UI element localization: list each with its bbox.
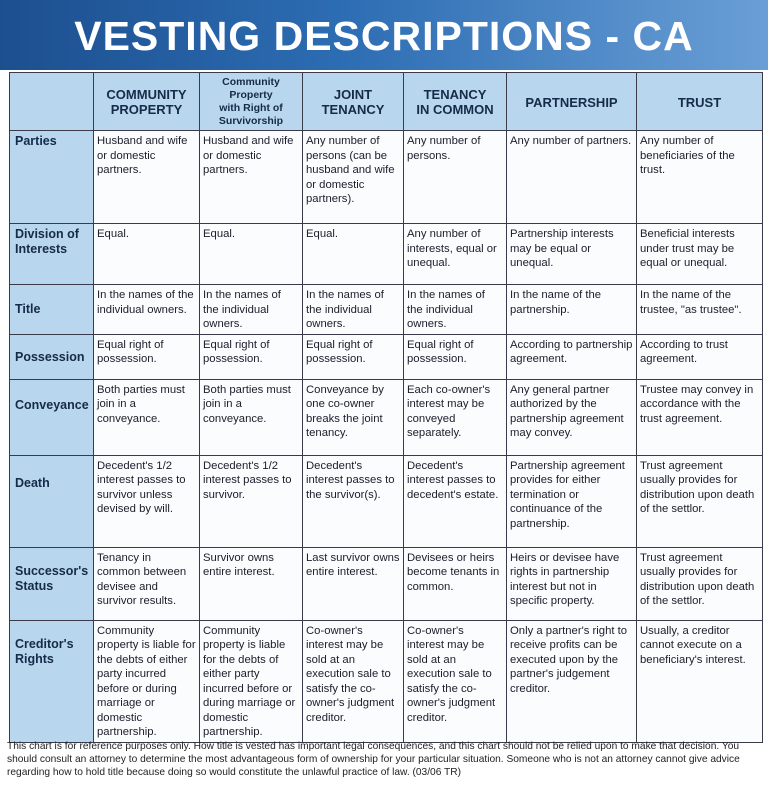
table-cell: Any general partner authorized by the partnership agreement may convey.	[507, 379, 637, 455]
column-header-line: JOINT	[333, 87, 373, 102]
table-cell: Community property is liable for the debts of either party incurred before or during marriage or domestic partnership.	[200, 620, 303, 742]
table-row-parties	[10, 131, 763, 224]
table-cell: Equal right of possession.	[303, 334, 404, 379]
row-header-conveyance: Conveyance	[10, 379, 94, 455]
disclaimer-text: This chart is for reference purposes only. How title is vested has important legal consequences, and this chart should not be relied upon to make that decision. You should consult an attorney to determine the most advantageous form of ownership for your particular situation. Someone who is not an attorney cannot give advice regarding how to hold title because doing so would constitute the unlawful practice of law. (03/06 TR)	[7, 741, 740, 778]
column-header-community-property	[94, 73, 200, 131]
table-cell: According to trust agreement.	[637, 334, 763, 379]
table-row-death	[10, 455, 763, 547]
row-header-creditors-rights: Creditor's Rights	[10, 620, 94, 742]
table-cell: Tenancy in common between devisee and survivor results.	[94, 547, 200, 620]
column-header-line: IN COMMON	[416, 102, 494, 117]
column-header-community-property-survivorship	[200, 73, 303, 131]
column-header-line: TENANCY	[321, 102, 385, 117]
table-cell: Only a partner's right to receive profits can be executed upon by the partner's judgement creditor.	[507, 620, 637, 742]
row-header-death: Death	[10, 455, 94, 547]
table-cell: Equal right of possession.	[200, 334, 303, 379]
table-cell: In the names of the individual owners.	[303, 285, 404, 335]
table-cell: Beneficial interests under trust may be equal or unequal.	[637, 224, 763, 285]
column-header-partnership	[507, 73, 637, 131]
column-header-tenancy-in-common	[404, 73, 507, 131]
page-title: VESTING DESCRIPTIONS - CA	[74, 13, 694, 59]
row-header-successors-status: Successor's Status	[10, 547, 94, 620]
table-cell: Decedent's interest passes to the survivor(s).	[303, 455, 404, 547]
table-cell: Trustee may convey in accordance with the trust agreement.	[637, 379, 763, 455]
table-cell: Devisees or heirs become tenants in common.	[404, 547, 507, 620]
table-cell: Any number of beneficiaries of the trust.	[637, 131, 763, 224]
table-cell: Last survivor owns entire interest.	[303, 547, 404, 620]
table-cell: Decedent's interest passes to decedent's estate.	[404, 455, 507, 547]
table-cell: According to partnership agreement.	[507, 334, 637, 379]
row-header-division-of-interests: Division of Interests	[10, 224, 94, 285]
table-cell: Survivor owns entire interest.	[200, 547, 303, 620]
table-cell: Usually, a creditor cannot execute on a beneficiary's interest.	[637, 620, 763, 742]
table-row-possession	[10, 334, 763, 379]
table-cell: Community property is liable for the debts of either party incurred before or during marriage or domestic partnership.	[94, 620, 200, 742]
column-header-trust	[637, 73, 763, 131]
title-banner	[0, 0, 768, 70]
table-cell: Trust agreement usually provides for distribution upon death of the settlor.	[637, 455, 763, 547]
table-cell: Equal right of possession.	[94, 334, 200, 379]
column-header-line: COMMUNITY	[106, 87, 187, 102]
table-cell: In the names of the individual owners.	[94, 285, 200, 335]
table-row-creditors-rights	[10, 620, 763, 742]
table-cell: Any number of interests, equal or unequal.	[404, 224, 507, 285]
column-header-line: TRUST	[677, 94, 722, 110]
table-cell: Husband and wife or domestic partners.	[200, 131, 303, 224]
table-row-conveyance	[10, 379, 763, 455]
corner-cell	[10, 73, 94, 131]
table-cell: Equal.	[94, 224, 200, 285]
table-cell: In the names of the individual owners.	[200, 285, 303, 335]
column-header-line: PROPERTY	[110, 102, 183, 117]
table-cell: Both parties must join in a conveyance.	[94, 379, 200, 455]
table-cell: In the name of the trustee, "as trustee".	[637, 285, 763, 335]
row-header-parties: Parties	[10, 131, 94, 224]
table-cell: Any number of persons.	[404, 131, 507, 224]
column-header-line: with Right of	[219, 102, 283, 114]
column-header-line: Survivorship	[218, 115, 284, 127]
column-header-joint-tenancy	[303, 73, 404, 131]
table-cell: Equal.	[303, 224, 404, 285]
table-cell: Husband and wife or domestic partners.	[94, 131, 200, 224]
column-header-line: TENANCY	[423, 87, 487, 102]
table-row-successors-status	[10, 547, 763, 620]
table-cell: Any number of persons (can be husband and wife or domestic partners).	[303, 131, 404, 224]
table-cell: Decedent's 1/2 interest passes to survivor unless devised by will.	[94, 455, 200, 547]
column-header-line: Community Property	[222, 76, 280, 101]
table-cell: Decedent's 1/2 interest passes to survivor.	[200, 455, 303, 547]
row-header-title: Title	[10, 285, 94, 335]
table-cell: Partnership agreement provides for either termination or continuance of the partnership.	[507, 455, 637, 547]
table-cell: Partnership interests may be equal or unequal.	[507, 224, 637, 285]
table-cell: Heirs or devisee have rights in partnership interest but not in specific property.	[507, 547, 637, 620]
table-cell: Equal right of possession.	[404, 334, 507, 379]
table-cell: Equal.	[200, 224, 303, 285]
table-cell: Co-owner's interest may be sold at an execution sale to satisfy the co-owner's judgment creditor.	[404, 620, 507, 742]
table-cell: Conveyance by one co-owner breaks the joint tenancy.	[303, 379, 404, 455]
vesting-table-container	[9, 72, 762, 743]
vesting-table	[9, 72, 763, 743]
table-row-division-of-interests	[10, 224, 763, 285]
table-cell: Each co-owner's interest may be conveyed separately.	[404, 379, 507, 455]
column-header-line: PARTNERSHIP	[525, 94, 618, 110]
table-cell: In the names of the individual owners.	[404, 285, 507, 335]
table-cell: Both parties must join in a conveyance.	[200, 379, 303, 455]
row-header-possession: Possession	[10, 334, 94, 379]
table-cell: In the name of the partnership.	[507, 285, 637, 335]
table-cell: Any number of partners.	[507, 131, 637, 224]
table-cell: Co-owner's interest may be sold at an execution sale to satisfy the co-owner's judgment creditor.	[303, 620, 404, 742]
table-row-title	[10, 285, 763, 335]
table-cell: Trust agreement usually provides for distribution upon death of the settlor.	[637, 547, 763, 620]
